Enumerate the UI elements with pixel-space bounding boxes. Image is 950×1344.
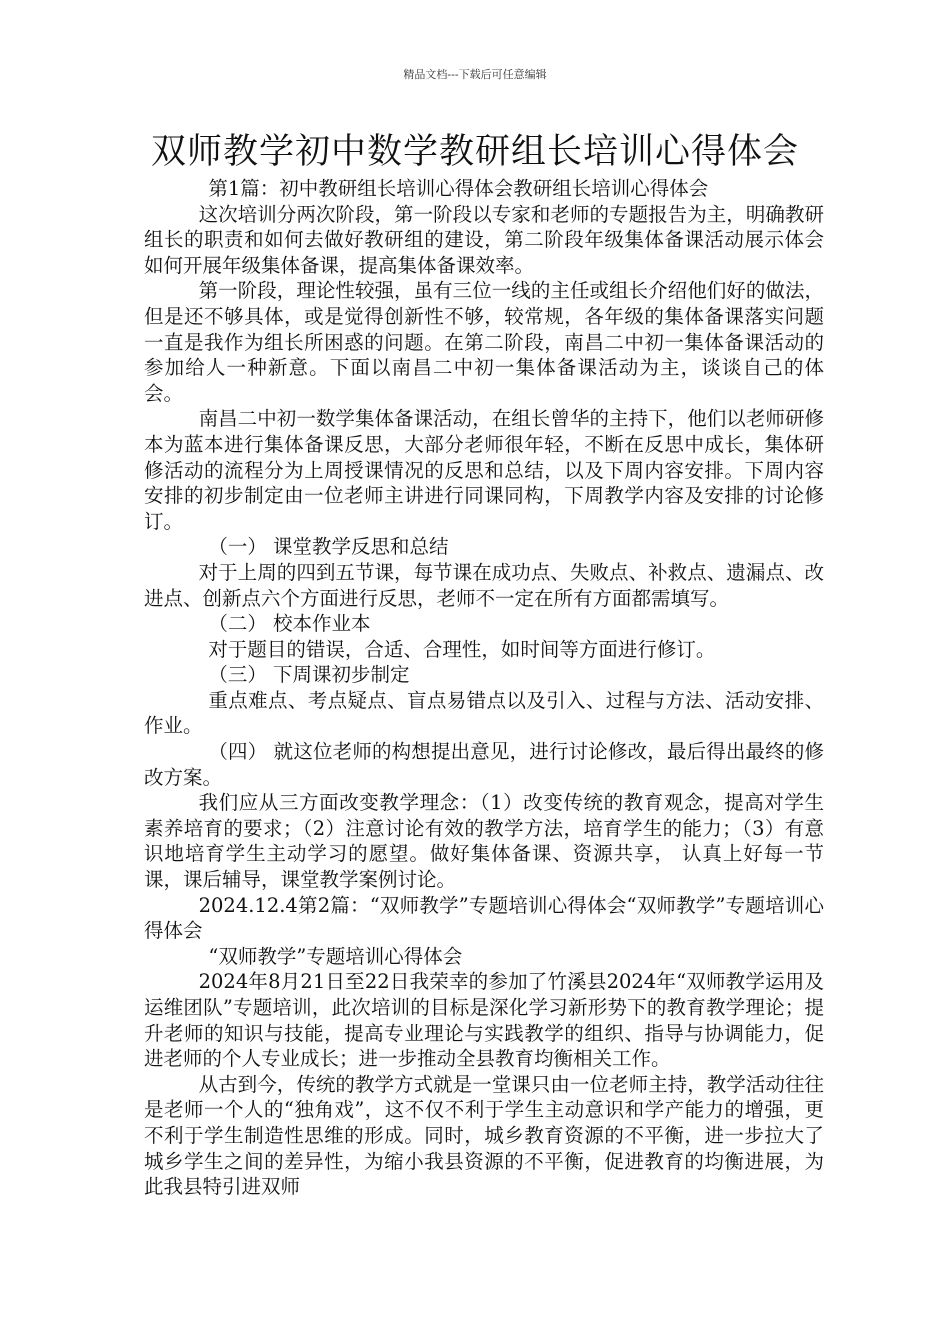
section-heading: “双师教学”专题培训心得体会 [208,944,463,968]
section-heading: （二） 校本作业本 [208,612,371,636]
paragraph: 对于题目的错误，合适、合理性，如时间等方面进行修订。 [208,637,716,661]
page-header-note: 精品文档---下载后可任意编辑 [403,68,547,81]
paragraph: 南昌二中初一数学集体备课活动，在组长曾华的主持下，他们以老师研修本为蓝本进行集体备课反思，大部分老师很年轻，不断在反思中成长，集体研修活动的流程分为上周授课情况的反思和总结，以及下周内容安排。下周内容安排的初步制定由一位老师主讲进行同课同构，下周教学内容及安排的讨论修订。 [144,407,824,533]
document-body [144,176,824,1200]
paragraph: 2024.12.4第2篇：“双师教学”专题培训心得体会“双师教学”专题培训心得体会 [144,893,824,943]
paragraph: 第1篇：初中教研组长培训心得体会教研组长培训心得体会 [208,177,709,200]
section-heading: （一） 课堂教学反思和总结 [208,535,449,559]
paragraph: 重点难点、考点疑点、盲点易错点以及引入、过程与方法、活动安排、作业。 [144,688,824,738]
paragraph: 这次培训分两次阶段，第一阶段以专家和老师的专题报告为主，明确教研组长的职责和如何去做好教研组的建设，第二阶段年级集体备课活动展示体会如何开展年级集体备课，提高集体备课效率。 [144,202,824,277]
paragraph: （四） 就这位老师的构想提出意见，进行讨论修改，最后得出最终的修改方案。 [144,740,824,789]
document-title: 双师教学初中数学教研组长培训心得体会 [150,132,799,172]
paragraph: 第一阶段，理论性较强，虽有三位一线的主任或组长介绍他们好的做法，但是还不够具体，或是觉得创新性不够，较常规，各年级的集体备课落实问题一直是我作为组长所困惑的问题。在第二阶段，南昌二中初一集体备课活动的参加给人一种新意。下面以南昌二中初一集体备课活动为主，谈谈自己的体会。 [144,279,824,405]
section-heading: （三） 下周课初步制定 [208,663,410,687]
paragraph: 我们应从三方面改变教学理念：（1）改变传统的教育观念，提高对学生素养培育的要求；（2）注意讨论有效的教学方法，培育学生的能力；（3）有意识地培育学生主动学习的愿望。做好集体备课、资源共享， 认真上好每一节课，课后辅导，课堂教学案例讨论。 [144,791,824,892]
paragraph: 从古到今，传统的教学方式就是一堂课只由一位老师主持，教学活动往往是老师一个人的“独角戏”，这不仅不利于学生主动意识和学产能力的增强，更不利于学生制造性思维的形成。同时，城乡教育资源的不平衡，进一步拉大了城乡学生之间的差异性，为缩小我县资源的不平衡，促进教育的均衡进展，为此我县特引进双师 [144,1072,824,1199]
paragraph: 对于上周的四到五节课，每节课在成功点、失败点、补救点、遗漏点、改进点、创新点六个方面进行反思，老师不一定在所有方面都需填写。 [144,560,824,610]
paragraph: 2024年8月21日至22日我荣幸的参加了竹溪县2024年“双师教学运用及运维团队”专题培训，此次培训的目标是深化学习新形势下的教育教学理论；提升老师的知识与技能，提高专业理论与实践教学的组织、指导与协调能力，促进老师的个人专业成长；进一步推动全县教育均衡相关工作。 [144,970,824,1071]
